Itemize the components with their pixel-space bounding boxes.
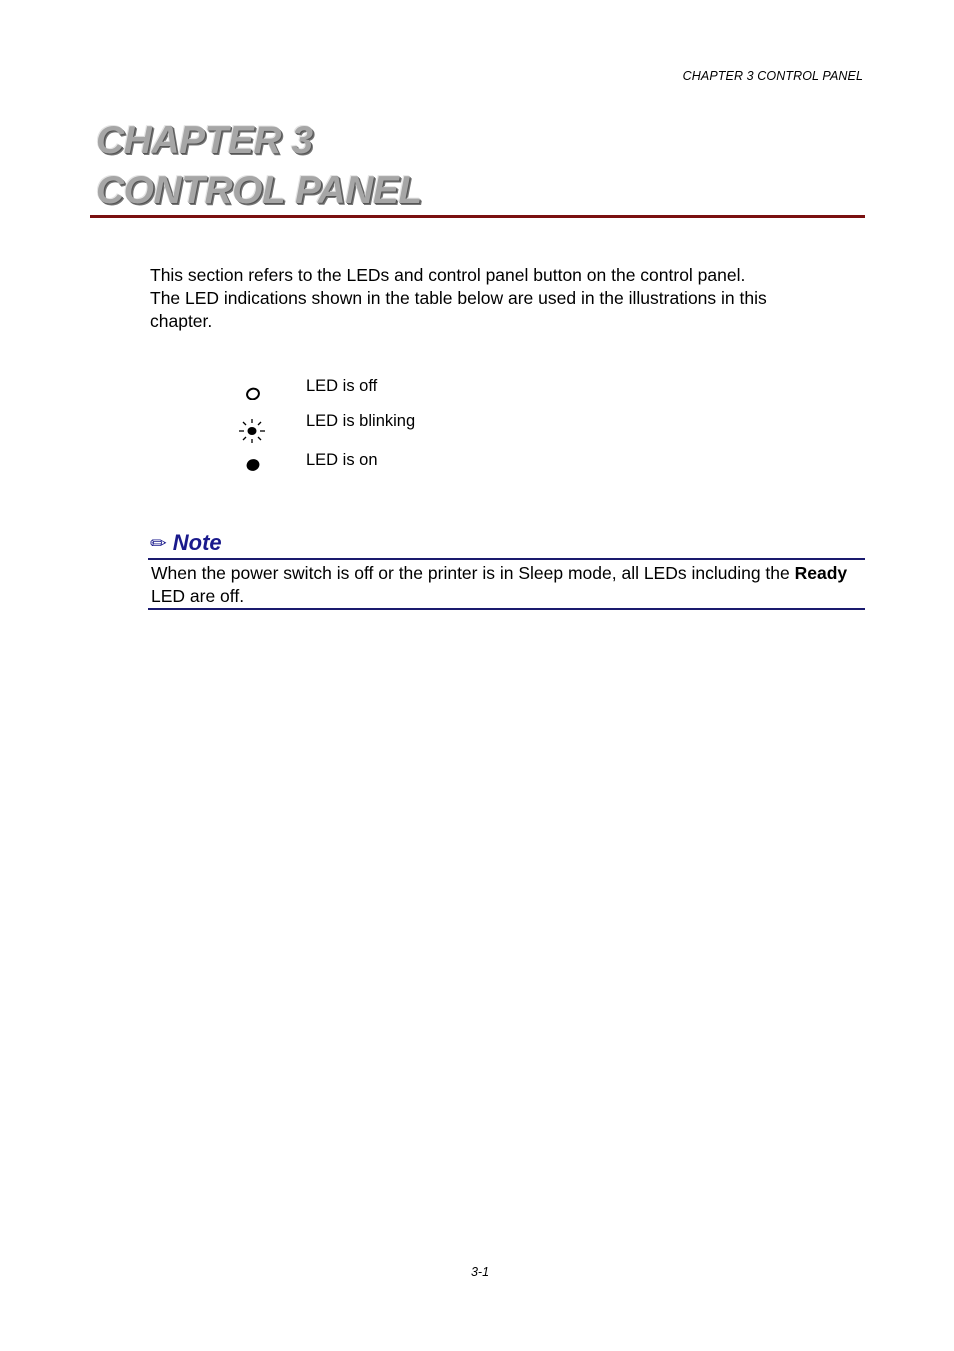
running-header: CHAPTER 3 CONTROL PANEL [682,69,863,83]
intro-line: chapter. [150,311,213,331]
note-body [151,562,863,608]
page-number: 3-1 [470,1265,490,1279]
note-heading [150,530,222,556]
note-rule-top [148,558,865,560]
intro-line: This section refers to the LEDs and control panel button on the control panel. [150,265,746,285]
chapter-title-line1: CHAPTER 3 [96,119,313,162]
chapter-title [96,116,422,216]
legend-row-on [236,450,636,474]
legend-row-blinking [236,411,636,435]
legend-label: LED is blinking [306,412,416,430]
note-text-after: LED are off. [151,586,245,606]
legend-label: LED is off [306,377,378,395]
legend-label: LED is on [306,451,378,469]
title-rule [90,215,865,218]
led-off-icon [236,376,268,400]
legend-row-off [236,376,636,400]
intro-paragraph [150,264,850,333]
note-text-before: When the power switch is off or the printer is in Sleep mode, all LEDs including the [151,563,795,583]
pencil-icon: ✏ [150,533,167,555]
intro-line: The LED indications shown in the table below are used in the illustrations in this [150,288,767,308]
led-blinking-icon [236,411,268,443]
chapter-title-line2: CONTROL PANEL [96,169,422,212]
note-heading-text: Note [172,530,222,555]
note-bold-ready: Ready [794,563,848,583]
note-rule-bottom [148,608,865,610]
led-on-icon [236,450,268,474]
